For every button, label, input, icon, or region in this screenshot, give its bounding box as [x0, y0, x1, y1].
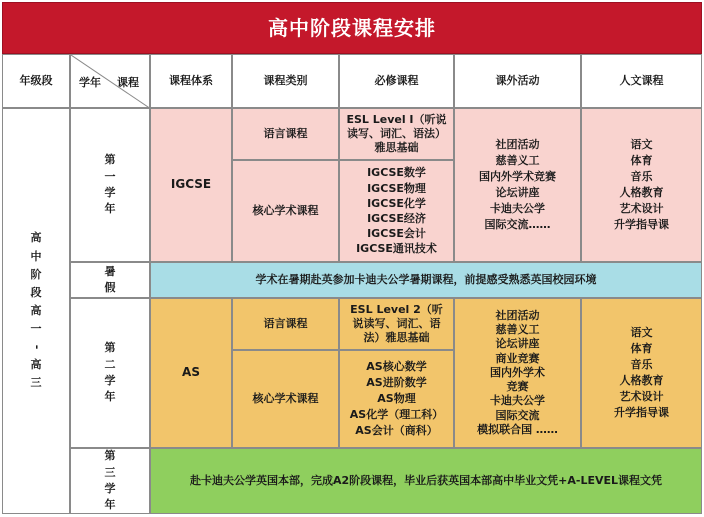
- year2-core-courses: [339, 350, 454, 448]
- year1-label: [70, 108, 150, 262]
- grade-label-text: [31, 229, 42, 392]
- year2-label: [70, 298, 150, 448]
- list-item: 国际交流: [495, 408, 540, 422]
- year3-text: 赴卡迪夫公学英国本部，完成A2阶段课程，毕业后获英国本部高中毕业文凭+A-LEVEL课程文凭: [150, 448, 702, 514]
- list-item: 语文: [630, 326, 653, 340]
- list-item: IGCSE物理: [367, 181, 426, 195]
- summer-label-text: [105, 264, 116, 297]
- summer-text: 学术在暑期赴英参加卡迪夫公学暑期课程，前提感受熟悉英国校园环境: [150, 262, 702, 298]
- year2-label-text: [105, 340, 116, 405]
- list-item: AS化学（理工科）: [349, 407, 444, 421]
- list-item: 国内外学术: [490, 365, 545, 379]
- list-item: 艺术设计: [619, 201, 664, 215]
- label-char: 年: [104, 390, 116, 404]
- list-item: 论坛讲座: [495, 186, 540, 199]
- list-item: IGCSE经济: [367, 212, 426, 225]
- list-item: IGCSE数学: [367, 166, 426, 180]
- label-char: 学: [104, 482, 116, 495]
- year2-humanities: [581, 298, 702, 448]
- label-char: 一: [30, 322, 42, 336]
- header-required: 必修课程: [339, 54, 454, 108]
- year2-language-category: 语言课程: [232, 298, 339, 350]
- label-char: 高: [30, 358, 42, 372]
- list-item: IGCSE化学: [367, 196, 426, 210]
- label-char: 二: [104, 357, 116, 371]
- header-system: 课程体系: [150, 54, 232, 108]
- list-item: 卡迪夫公学: [490, 201, 545, 215]
- label-char: 三: [30, 376, 42, 390]
- label-char: 第: [104, 449, 116, 463]
- list-item: 竞赛: [506, 380, 529, 394]
- year1-activities: [454, 108, 581, 262]
- list-item: 论坛讲座: [495, 337, 540, 351]
- year1-core-category: 核心学术课程: [232, 160, 339, 262]
- list-item: 社团活动: [495, 308, 540, 322]
- list-item: 体育: [630, 342, 653, 356]
- year1-core-courses: [339, 160, 454, 262]
- table-title: 高中阶段课程安排: [2, 2, 702, 54]
- list-item: AS物理: [377, 392, 416, 406]
- list-item: 语文: [630, 138, 653, 152]
- label-char: 年: [104, 498, 116, 512]
- label-char: 年: [104, 202, 116, 216]
- list-item: 音乐: [630, 170, 653, 184]
- year1-language-courses: ESL Level Ⅰ（听说读写、词汇、语法）雅思基础: [339, 108, 454, 160]
- label-char: 暑: [104, 264, 116, 278]
- grade-label: [2, 108, 70, 514]
- list-item: 模拟联合国 ……: [477, 423, 558, 437]
- list-item: 卡迪夫公学: [490, 394, 545, 408]
- list-item: AS核心数学: [366, 360, 427, 374]
- year1-humanities: [581, 108, 702, 262]
- course-schedule-table: [2, 2, 702, 514]
- list-item: AS会计（商科）: [355, 423, 438, 437]
- list-item: 慈善义工: [495, 154, 540, 168]
- label-char: 阶: [30, 267, 42, 281]
- label-char: 学: [104, 186, 116, 199]
- label-char: 中: [30, 249, 42, 263]
- list-item: 体育: [630, 154, 653, 168]
- list-item: IGCSE通讯技术: [356, 242, 437, 256]
- year2-core-category: 核心学术课程: [232, 350, 339, 448]
- header-humanities: 人文课程: [581, 54, 702, 108]
- header-year-course: [70, 54, 150, 108]
- year1-language-category: 语言课程: [232, 108, 339, 160]
- label-char: -: [30, 344, 44, 350]
- label-char: 段: [30, 285, 42, 299]
- header-year: 学年: [79, 76, 101, 89]
- year3-label-text: [105, 448, 116, 513]
- list-item: 社团活动: [495, 138, 540, 152]
- list-item: 商业竞赛: [495, 351, 540, 365]
- list-item: 国内外学术竞赛: [479, 170, 556, 184]
- summer-label: [70, 262, 150, 298]
- label-char: 学: [104, 374, 116, 387]
- label-char: 三: [104, 465, 116, 479]
- list-item: 人格教育: [619, 186, 664, 199]
- year3-label: [70, 448, 150, 514]
- list-item: IGCSE会计: [367, 227, 426, 241]
- year1-label-text: [105, 152, 116, 217]
- list-item: 艺术设计: [619, 389, 664, 403]
- list-item: 升学指导课: [614, 405, 669, 419]
- list-item: 慈善义工: [495, 322, 540, 336]
- year2-system: AS: [150, 298, 232, 448]
- header-grade: 年级段: [2, 54, 70, 108]
- list-item: 国际交流……: [484, 217, 551, 231]
- header-category: 课程类别: [232, 54, 339, 108]
- label-char: 一: [104, 169, 116, 183]
- label-char: 高: [30, 231, 42, 245]
- year2-activities: [454, 298, 581, 448]
- header-extracurricular: 课外活动: [454, 54, 581, 108]
- list-item: 音乐: [630, 358, 653, 372]
- list-item: 人格教育: [619, 374, 664, 387]
- label-char: 第: [104, 153, 116, 167]
- list-item: 升学指导课: [614, 217, 669, 231]
- year1-system: IGCSE: [150, 108, 232, 262]
- header-course: 课程: [117, 76, 139, 89]
- list-item: AS进阶数学: [366, 376, 427, 390]
- label-char: 第: [104, 341, 116, 355]
- year2-language-courses: ESL Level 2（听说读写、词汇、语法）雅思基础: [339, 298, 454, 350]
- label-char: 假: [104, 281, 116, 294]
- label-char: 高: [30, 303, 42, 317]
